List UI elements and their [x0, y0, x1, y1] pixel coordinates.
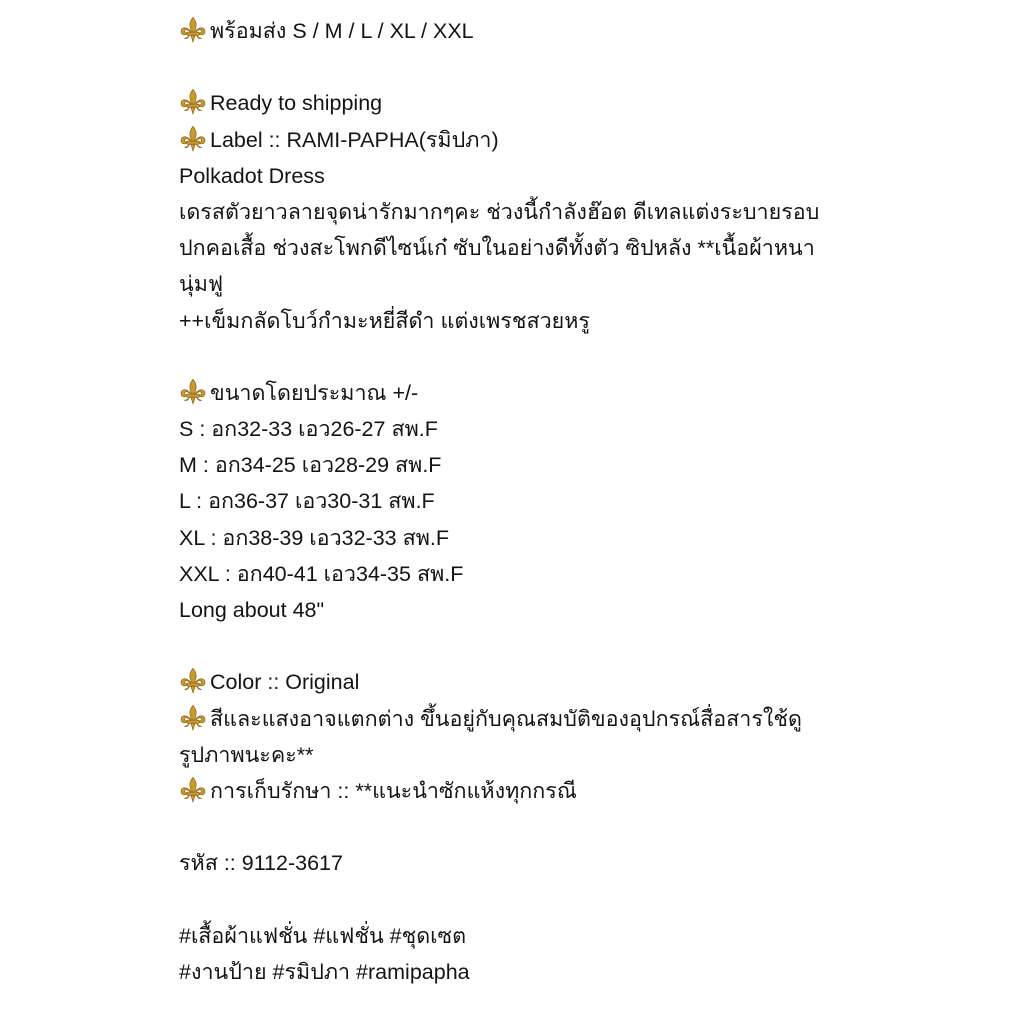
text-line — [179, 375, 899, 411]
text-line — [179, 122, 899, 158]
text-line — [179, 411, 899, 447]
line-text: ++เข็มกลัดโบว์กำมะหยี่สีดำ แต่งเพรชสวยหรู — [179, 308, 590, 333]
text-line — [179, 737, 899, 773]
text-line — [179, 520, 899, 556]
line-text: Ready to shipping — [210, 91, 383, 116]
line-text: S : อก32-33 เอว26-27 สพ.F — [179, 417, 438, 442]
text-line — [179, 158, 899, 194]
line-text: Label :: RAMI-PAPHA(รมิปภา) — [210, 127, 499, 152]
blank-line — [179, 882, 899, 918]
line-text: ขนาดโดยประมาณ +/- — [210, 380, 419, 405]
line-text: รหัส :: 9112-3617 — [179, 851, 343, 876]
line-text: พร้อมส่ง S / M / L / XL / XXL — [210, 19, 474, 43]
text-line — [179, 266, 899, 302]
line-text: รูปภาพนะคะ** — [179, 742, 314, 767]
line-text: #เสื้อผ้าแฟชั่น #แฟชั่น #ชุดเซต — [179, 923, 467, 948]
line-text: Long about 48" — [179, 598, 325, 622]
line-text: #งานป้าย #รมิปภา #ramipapha — [179, 959, 470, 984]
line-text: สีและแสงอาจแตกต่าง ขึ้นอยู่กับคุณสมบัติของอุปกรณ์สื่อสารใช้ดู — [210, 706, 802, 731]
line-text: การเก็บรักษา :: **แนะนำซักแห้งทุกกรณี — [210, 778, 577, 803]
text-line — [179, 845, 899, 881]
fleur-de-lis-icon — [179, 378, 207, 406]
line-text: Polkadot Dress — [179, 163, 325, 188]
fleur-de-lis-icon — [179, 667, 207, 695]
text-line — [179, 664, 899, 700]
line-text: M : อก34-25 เอว28-29 สพ.F — [179, 453, 442, 478]
text-line — [179, 701, 899, 737]
text-line — [179, 85, 899, 121]
product-description — [179, 13, 899, 990]
line-text: L : อก36-37 เอว30-31 สพ.F — [179, 489, 435, 514]
line-text: เดรสตัวยาวลายจุดน่ารักมากๆคะ ช่วงนี้กำลังฮ๊อต ดีเทลแต่งระบายรอบ — [179, 199, 820, 224]
fleur-de-lis-icon — [179, 776, 207, 804]
fleur-de-lis-icon — [179, 125, 207, 153]
text-line — [179, 773, 899, 809]
line-text: ปกคอเสื้อ ช่วงสะโพกดีไซน์เก๋ ซับในอย่างดีทั้งตัว ซิปหลัง **เนื้อผ้าหนา — [179, 236, 815, 261]
text-line — [179, 954, 899, 990]
line-text: นุ่มฟู — [179, 272, 224, 297]
blank-line — [179, 628, 899, 664]
fleur-de-lis-icon — [179, 704, 207, 732]
text-line — [179, 13, 899, 49]
text-line — [179, 194, 899, 230]
fleur-de-lis-icon — [179, 88, 207, 116]
blank-line — [179, 809, 899, 845]
text-line — [179, 447, 899, 483]
text-line — [179, 230, 899, 266]
line-text: Color :: Original — [210, 670, 360, 695]
blank-line — [179, 49, 899, 85]
text-line — [179, 592, 899, 628]
text-line — [179, 303, 899, 339]
text-line — [179, 918, 899, 954]
line-text: XXL : อก40-41 เอว34-35 สพ.F — [179, 561, 464, 586]
blank-line — [179, 339, 899, 375]
line-text: XL : อก38-39 เอว32-33 สพ.F — [179, 525, 450, 550]
text-line — [179, 556, 899, 592]
fleur-de-lis-icon — [179, 16, 207, 44]
text-line — [179, 483, 899, 519]
